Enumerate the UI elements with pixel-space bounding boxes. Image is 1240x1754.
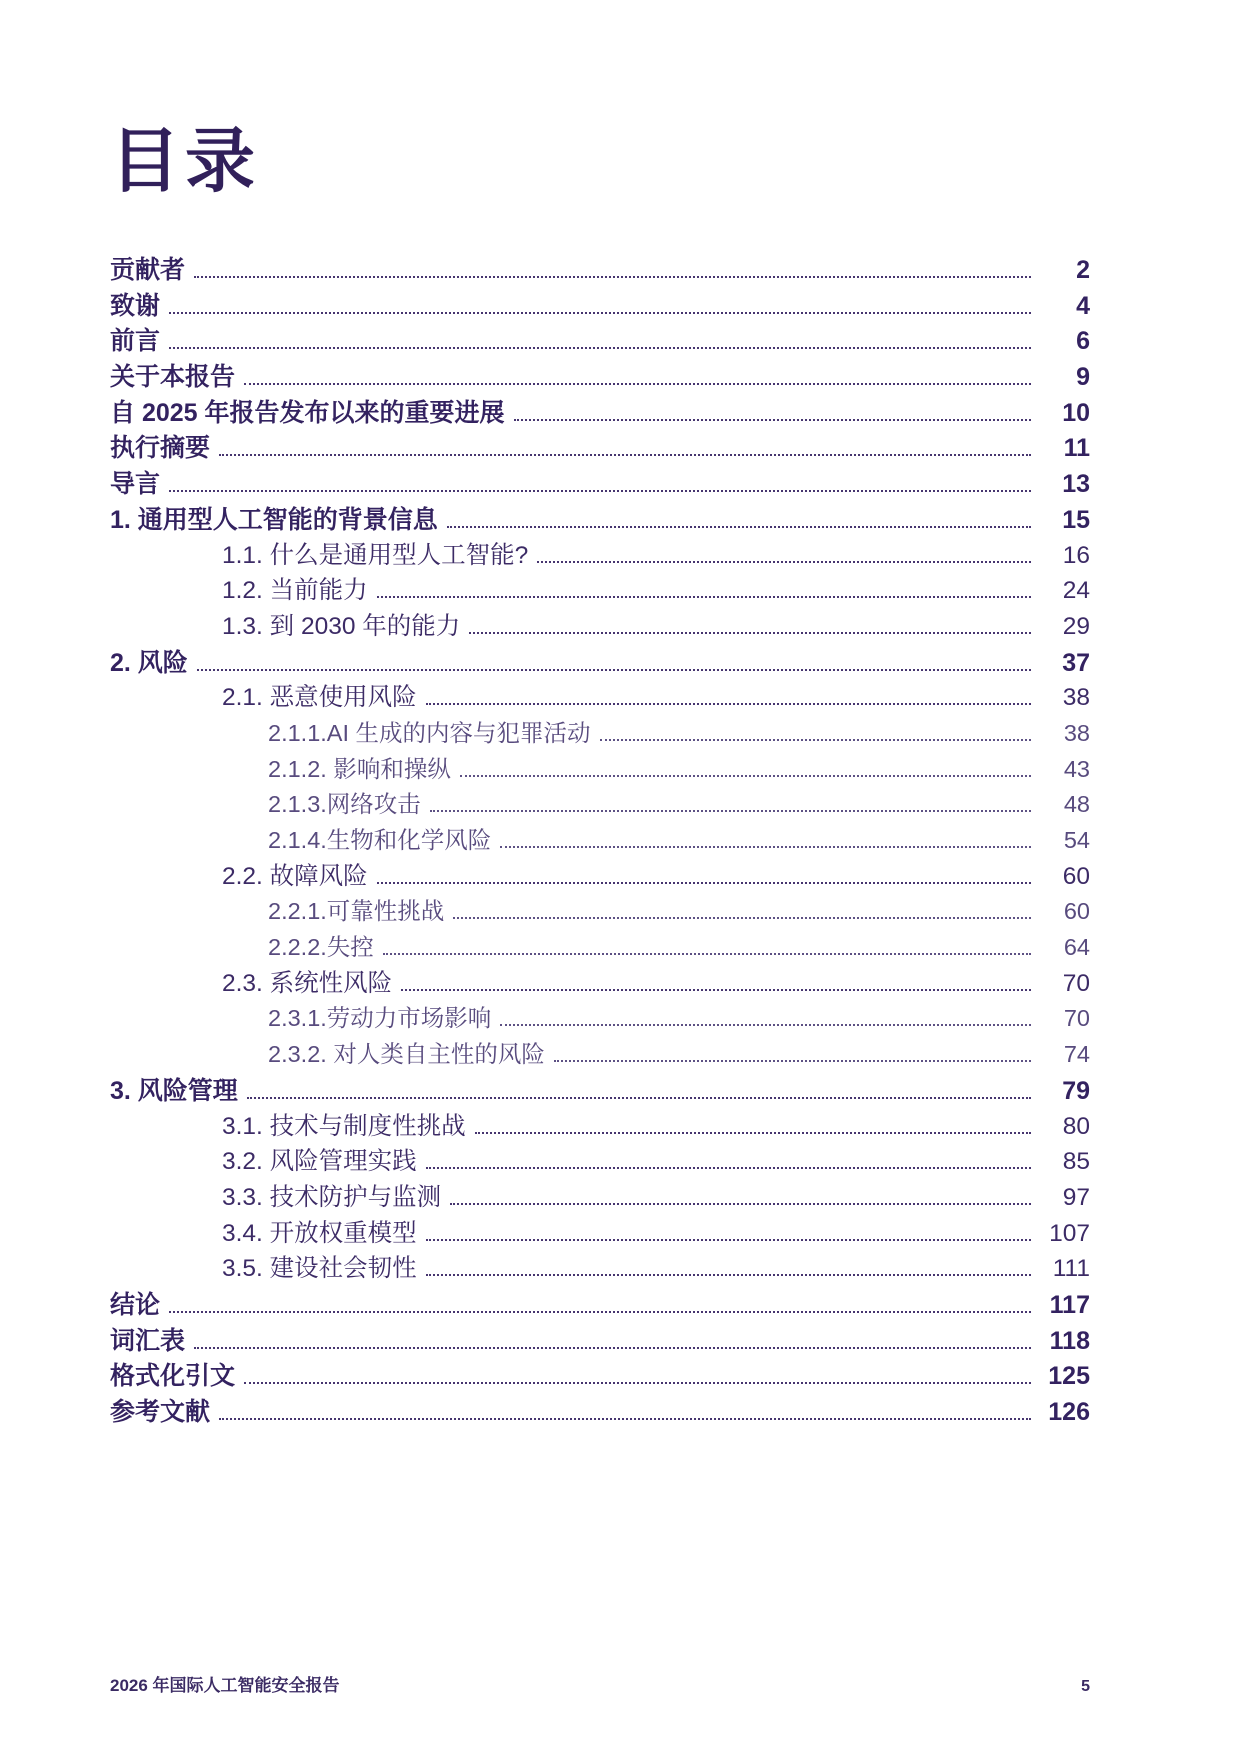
toc-entry[interactable] <box>110 1285 1090 1321</box>
toc-dot-leader <box>447 526 1031 528</box>
toc-entry-label: 1.3. 到 2030 年的能力 <box>222 612 461 640</box>
toc-entry-label: 2.3.2. 对人类自主性的风险 <box>268 1041 545 1068</box>
toc-dot-leader <box>194 1347 1031 1349</box>
toc-entry-label: 前言 <box>110 327 161 356</box>
toc-entry-label: 3.1. 技术与制度性挑战 <box>222 1112 466 1140</box>
toc-dot-leader <box>219 454 1031 456</box>
toc-dot-leader <box>514 419 1031 421</box>
toc-entry-page: 97 <box>1062 1183 1090 1211</box>
toc-dot-leader <box>537 561 1031 563</box>
toc-entry[interactable] <box>110 428 1090 464</box>
toc-entry-label: 2.1.1.AI 生成的内容与犯罪活动 <box>268 719 591 746</box>
toc-entry-label: 1. 通用型人工智能的背景信息 <box>110 505 438 534</box>
toc-entry-page: 38 <box>1062 684 1090 712</box>
toc-dot-leader <box>426 1167 1031 1169</box>
toc-entry[interactable] <box>110 1142 1090 1178</box>
toc-dot-leader <box>450 1203 1031 1205</box>
toc-entry-label: 参考文献 <box>110 1398 211 1426</box>
toc-entry-page: 13 <box>1062 470 1090 499</box>
toc-entry-page: 70 <box>1063 1005 1090 1032</box>
toc-entry[interactable] <box>110 714 1090 750</box>
toc-entry-page: 10 <box>1062 398 1090 427</box>
toc-dot-leader <box>426 1239 1031 1241</box>
toc-entry[interactable] <box>110 821 1090 857</box>
toc-entry-label: 3.4. 开放权重模型 <box>222 1219 417 1247</box>
toc-entry[interactable] <box>110 1035 1090 1071</box>
toc-dot-leader <box>244 383 1031 385</box>
toc-entry-page: 80 <box>1062 1112 1090 1140</box>
toc-list <box>110 250 1090 1428</box>
toc-dot-leader <box>169 1311 1031 1313</box>
toc-entry-page: 4 <box>1076 291 1090 320</box>
toc-dot-leader <box>475 1132 1031 1134</box>
toc-entry[interactable] <box>110 928 1090 964</box>
toc-entry-page: 117 <box>1049 1290 1090 1319</box>
toc-entry-label: 执行摘要 <box>110 434 211 463</box>
toc-entry[interactable] <box>110 250 1090 286</box>
toc-dot-leader <box>169 312 1031 314</box>
toc-entry-label: 3.3. 技术防护与监测 <box>222 1183 442 1211</box>
toc-entry[interactable] <box>110 1107 1090 1143</box>
toc-entry-label: 3. 风险管理 <box>110 1076 238 1105</box>
toc-entry-label: 3.2. 风险管理实践 <box>222 1148 417 1176</box>
toc-entry-page: 64 <box>1063 934 1090 961</box>
toc-entry[interactable] <box>110 892 1090 928</box>
toc-entry[interactable] <box>110 536 1090 572</box>
page-footer <box>110 1671 1090 1696</box>
toc-entry[interactable] <box>110 1214 1090 1250</box>
toc-entry-page: 60 <box>1063 898 1090 925</box>
toc-entry-label: 2.3.1.劳动力市场影响 <box>268 1005 492 1032</box>
toc-dot-leader <box>169 490 1031 492</box>
toc-entry[interactable] <box>110 357 1090 393</box>
toc-entry-label: 2.2.1.可靠性挑战 <box>268 898 445 925</box>
toc-entry[interactable] <box>110 500 1090 536</box>
toc-entry-label: 2.2. 故障风险 <box>222 862 368 890</box>
footer-report-title: 2026 年国际人工智能安全报告 <box>110 1676 340 1695</box>
footer-page-number: 5 <box>1081 1678 1090 1695</box>
toc-entry-label: 导言 <box>110 470 161 499</box>
toc-dot-leader <box>383 953 1031 955</box>
toc-entry[interactable] <box>110 785 1090 821</box>
toc-entry-label: 关于本报告 <box>110 363 236 392</box>
toc-entry[interactable] <box>110 1356 1090 1392</box>
toc-dot-leader <box>554 1060 1031 1062</box>
toc-entry-page: 70 <box>1062 969 1090 997</box>
toc-entry[interactable] <box>110 1071 1090 1107</box>
toc-entry[interactable] <box>110 286 1090 322</box>
toc-dot-leader <box>600 739 1031 741</box>
toc-entry-page: 60 <box>1062 862 1090 890</box>
toc-entry[interactable] <box>110 964 1090 1000</box>
toc-entry-label: 2.1.4.生物和化学风险 <box>268 827 492 853</box>
toc-entry-label: 致谢 <box>110 291 161 320</box>
toc-entry-page: 11 <box>1063 434 1090 463</box>
toc-dot-leader <box>247 1097 1031 1099</box>
toc-entry-label: 2.2.2.失控 <box>268 934 374 961</box>
toc-entry-page: 125 <box>1048 1362 1090 1391</box>
toc-dot-leader <box>377 596 1031 598</box>
toc-entry-page: 107 <box>1049 1219 1090 1247</box>
toc-entry-page: 43 <box>1063 755 1090 782</box>
toc-entry-page: 9 <box>1076 363 1090 392</box>
toc-entry-page: 15 <box>1062 505 1090 534</box>
toc-dot-leader <box>401 989 1031 991</box>
toc-entry-page: 24 <box>1062 577 1090 605</box>
toc-entry[interactable] <box>110 1249 1090 1285</box>
toc-entry-label: 词汇表 <box>110 1326 186 1355</box>
toc-entry[interactable] <box>110 607 1090 643</box>
toc-entry-label: 2.1.3.网络攻击 <box>268 791 421 818</box>
toc-entry-page: 74 <box>1063 1041 1090 1068</box>
toc-dot-leader <box>426 703 1031 705</box>
toc-entry-label: 自 2025 年报告发布以来的重要进展 <box>110 398 505 427</box>
toc-entry[interactable] <box>110 321 1090 357</box>
toc-dot-leader <box>219 1418 1031 1420</box>
toc-dot-leader <box>500 1024 1031 1026</box>
toc-entry-page: 6 <box>1076 327 1090 356</box>
page-content <box>110 0 1090 1428</box>
toc-entry-label: 贡献者 <box>110 256 186 284</box>
toc-entry-label: 1.2. 当前能力 <box>222 577 368 605</box>
toc-dot-leader <box>244 1382 1031 1384</box>
toc-entry-label: 1.1. 什么是通用型人工智能? <box>222 541 529 569</box>
toc-entry-label: 2.1. 恶意使用风险 <box>222 684 417 712</box>
page-title: 目录 <box>110 122 260 200</box>
toc-dot-leader <box>453 917 1031 919</box>
toc-entry[interactable] <box>110 393 1090 429</box>
toc-entry[interactable] <box>110 1321 1090 1357</box>
toc-entry[interactable] <box>110 464 1090 500</box>
toc-entry-page: 111 <box>1052 1255 1090 1283</box>
toc-entry[interactable] <box>110 1178 1090 1214</box>
toc-entry-page: 37 <box>1062 648 1090 677</box>
toc-entry-page: 48 <box>1063 791 1090 818</box>
toc-entry-label: 3.5. 建设社会韧性 <box>222 1255 417 1283</box>
toc-entry[interactable] <box>110 1392 1090 1428</box>
toc-entry-page: 126 <box>1048 1398 1090 1426</box>
toc-entry[interactable] <box>110 999 1090 1035</box>
toc-dot-leader <box>460 775 1031 777</box>
toc-dot-leader <box>469 632 1031 634</box>
toc-dot-leader <box>194 276 1031 278</box>
toc-entry-page: 16 <box>1062 541 1090 569</box>
toc-entry-page: 38 <box>1063 719 1090 746</box>
toc-entry-page: 54 <box>1063 827 1090 853</box>
toc-dot-leader <box>197 669 1031 671</box>
toc-entry[interactable] <box>110 857 1090 893</box>
toc-entry-label: 2.3. 系统性风险 <box>222 969 393 997</box>
toc-entry[interactable] <box>110 678 1090 714</box>
toc-dot-leader <box>169 347 1031 349</box>
toc-entry[interactable] <box>110 571 1090 607</box>
toc-entry-label: 格式化引文 <box>110 1362 236 1391</box>
toc-entry-page: 85 <box>1062 1148 1090 1176</box>
toc-entry[interactable] <box>110 750 1090 786</box>
toc-entry-label: 结论 <box>110 1290 161 1319</box>
toc-entry-page: 2 <box>1076 256 1090 284</box>
toc-entry-label: 2. 风险 <box>110 648 188 677</box>
toc-entry-label: 2.1.2. 影响和操纵 <box>268 755 451 782</box>
toc-entry-page: 29 <box>1062 612 1090 640</box>
toc-entry[interactable] <box>110 643 1090 679</box>
toc-dot-leader <box>426 1274 1031 1276</box>
toc-entry-page: 118 <box>1049 1326 1090 1355</box>
toc-entry-page: 79 <box>1062 1076 1090 1105</box>
toc-dot-leader <box>430 810 1031 812</box>
toc-dot-leader <box>377 882 1031 884</box>
toc-dot-leader <box>500 846 1031 848</box>
